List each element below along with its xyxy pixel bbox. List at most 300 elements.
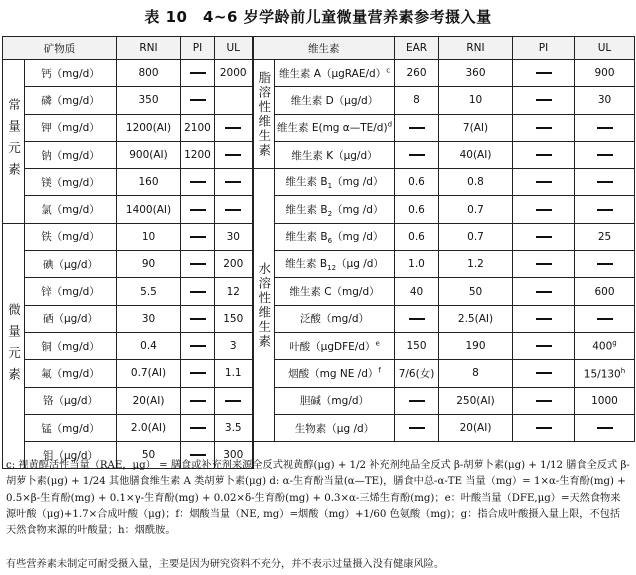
vitamin-ear-text: 260 [406,67,427,80]
mineral-name [25,278,117,305]
mineral-name [25,414,117,441]
vitamin-name [275,141,395,168]
table-title: 表 10 4~6 岁学龄前儿童微量营养素参考摄入量 [144,8,492,26]
vitamin-ear [395,223,439,250]
dash-mark [597,154,613,156]
table-row [3,387,635,414]
table-row [3,278,635,305]
vitamin-name-text: 维生素 D（μg/d） [290,94,379,107]
mineral-name-text: 钙（mg/d） [41,67,100,80]
vitamin-pi [513,360,575,387]
vitamin-ul [575,114,635,141]
dash-mark [225,400,241,402]
vitamin-name [275,278,395,305]
mineral-rni [117,251,181,278]
vitamin-rni [439,114,513,141]
dash-mark [190,345,206,347]
dash-mark [409,318,425,320]
vitamin-ear [395,332,439,359]
mineral-name [25,223,117,250]
vitamin-name-text: 维生素 B [285,203,328,216]
dash-mark [190,427,206,429]
vitamin-ear-text: 1.0 [408,258,425,271]
header-rni: RNI [117,37,181,60]
vitamin-rni-text: 0.7 [467,230,484,243]
vitamin-ul-text: 600 [594,285,615,298]
mineral-ul-text: 1.1 [224,367,242,380]
table-wrapper [2,36,634,469]
ul-footnote-mark: g [612,339,617,348]
mineral-rni-text: 1400(AI) [125,203,172,216]
mineral-pi-text: 2100 [184,121,211,134]
mineral-rni [117,114,181,141]
dash-mark [536,72,552,74]
table-row [3,305,635,332]
dash-mark [597,318,613,320]
vitamin-ul [575,414,635,441]
mineral-name-text: 锌（mg/d） [41,286,100,299]
mineral-ul [215,414,253,441]
mineral-rni [117,332,181,359]
dash-mark [409,154,425,156]
dash-mark [190,99,206,101]
mineral-name-text: 钾（mg/d） [41,122,100,135]
vitamin-subscript: 2 [327,209,333,218]
mineral-ul-text: 12 [226,285,240,298]
vitamin-rni [439,360,513,387]
vitamin-name [275,414,395,441]
vitamin-name-text: 维生素 A（μgRAE/d） [278,67,387,80]
vitamin-name [275,60,395,87]
vitamin-rni-text: 190 [465,340,486,353]
table-row [3,196,635,223]
vitamin-ear [395,414,439,441]
table-row [3,114,635,141]
vitamin-pi [513,196,575,223]
mineral-name [25,360,117,387]
mineral-name-text: 铜（mg/d） [41,340,100,353]
mineral-rni-text: 2.0(AI) [130,422,167,434]
dash-mark [225,127,241,129]
vitamin-unit: （mg /d） [332,203,384,216]
vitamin-footnote-mark: d [387,120,393,129]
table-row [3,223,635,250]
mineral-pi [181,141,215,168]
header-ear: EAR [395,37,439,60]
mineral-rni [117,305,181,332]
table-row [3,60,635,87]
mineral-rni-text: 10 [141,230,156,243]
vitamin-ear [395,114,439,141]
vitamin-footnote-mark: e [375,339,380,348]
vitamin-name [275,114,395,141]
vitamin-pi [513,278,575,305]
dash-mark [409,127,425,129]
dash-mark [536,372,552,374]
dash-mark [597,209,613,211]
dash-mark [536,154,552,156]
mineral-ul [215,332,253,359]
header-pi2: PI [513,37,575,60]
mineral-rni-text: 0.4 [140,340,157,353]
mineral-name [25,60,117,87]
mineral-name-text: 氯（mg/d） [41,204,100,217]
vitamin-rni-text: 0.8 [467,176,484,189]
vitamin-rni [439,332,513,359]
mineral-name-text: 硒（μg/d） [42,313,99,326]
vitamin-subscript: 6 [327,236,333,245]
vitamin-ul [575,60,635,87]
nutrient-table [2,36,635,469]
vitamin-pi [513,332,575,359]
vitamin-name-text: 生物素（μg /d） [294,422,375,435]
vitamin-ear [395,305,439,332]
vitamin-name-text: 维生素 E(mg α—TE/d) [277,122,388,135]
mineral-name [25,305,117,332]
mineral-name-text: 氟（mg/d） [41,367,100,380]
mineral-name-text: 钼（μg/d） [42,449,99,462]
vitamin-name [275,169,395,196]
header-vitamin: 维生素 [253,37,395,60]
vitamin-pi [513,141,575,168]
dash-mark [536,263,552,265]
vitamin-name [275,387,395,414]
dash-mark [536,345,552,347]
vitamin-ul [575,387,635,414]
mineral-ul [215,60,253,87]
mineral-pi [181,305,215,332]
vitamin-ear [395,60,439,87]
vitamin-rni [439,196,513,223]
mineral-name [25,332,117,359]
vitamin-rni-text: 1.2 [467,258,484,271]
mineral-name [25,387,117,414]
mineral-name [25,169,117,196]
mineral-name [25,114,117,141]
vitamin-rni-text: 360 [465,67,486,80]
vitamin-name [275,251,395,278]
vitamin-rni [439,223,513,250]
vitamin-name-text: 烟酸（mg NE /d） [288,367,379,380]
mineral-name-text: 铁（mg/d） [41,231,100,244]
group-macro: 常量元素 [3,60,25,224]
mineral-ul [215,87,253,114]
vitamin-rni-text: 0.7 [467,203,484,216]
mineral-ul-text: 300 [223,449,244,462]
mineral-ul-text: 2000 [219,67,247,80]
dash-mark [190,181,206,183]
vitamin-name-text: 维生素 C（mg/d） [289,286,380,299]
mineral-ul [215,196,253,223]
vitamin-subscript: 1 [327,182,333,191]
vitamin-pi [513,114,575,141]
mineral-name-text: 钠（mg/d） [41,149,100,162]
mineral-rni [117,387,181,414]
vitamin-rni [439,87,513,114]
mineral-name [25,196,117,223]
vitamin-pi [513,223,575,250]
header-rni2: RNI [439,37,513,60]
vitamin-unit: （mg /d） [332,176,384,189]
dash-mark [225,181,241,183]
vitamin-rni [439,278,513,305]
dash-mark [190,372,206,374]
ul-footnote-mark: h [620,366,626,375]
mineral-name [25,141,117,168]
dash-mark [536,291,552,293]
vitamin-name-text: 维生素 B [285,258,328,271]
mineral-pi [181,60,215,87]
mineral-rni-text: 350 [138,94,159,107]
dash-mark [597,181,613,183]
vitamin-ul-text: 400 [592,340,613,353]
mineral-ul [215,387,253,414]
vitamin-name-text: 维生素 B [285,230,328,243]
dash-mark [597,127,613,129]
vitamin-ul [575,169,635,196]
dash-mark [536,400,552,402]
mineral-pi [181,387,215,414]
vitamin-ear-text: 8 [413,94,420,107]
mineral-name-text: 镁（mg/d） [41,176,100,189]
vitamin-pi [513,305,575,332]
mineral-rni [117,60,181,87]
mineral-rni-text: 1200(AI) [125,121,172,134]
vitamin-rni-text: 40(AI) [459,149,492,162]
mineral-rni-text: 900(AI) [129,149,168,162]
vitamin-ear [395,141,439,168]
vitamin-rni-text: 2.5(AI) [457,312,494,325]
mineral-ul [215,141,253,168]
mineral-rni-text: 50 [141,449,156,462]
mineral-pi [181,332,215,359]
table-row [3,169,635,196]
vitamin-ul [575,223,635,250]
vitamin-ul [575,251,635,278]
dash-mark [190,209,206,211]
vitamin-rni [439,169,513,196]
vitamin-rni [439,414,513,441]
mineral-rni-text: 800 [138,67,159,80]
group-water-soluble: 水溶性维生素 [253,169,275,442]
mineral-name [25,251,117,278]
vitamin-ul-text: 25 [597,230,612,243]
mineral-pi [181,223,215,250]
vitamin-ear [395,87,439,114]
dash-mark [225,209,241,211]
vitamin-pi [513,87,575,114]
mineral-pi-text: 1200 [184,149,211,162]
mineral-rni [117,141,181,168]
mineral-pi [181,87,215,114]
vitamin-rni [439,305,513,332]
vitamin-ul [575,305,635,332]
table-row [3,141,635,168]
header-pi: PI [181,37,215,60]
footnote-text: c: 视黄醇活性当量（RAE，μg） = 膳食或补充剂来源全反式视黄醇(μg) + 1/2 补充剂纯品全反式 β-胡萝卜素(μg) + 1/12 膳食全反式 β-胡萝卜素(μg) + 1/24 其他膳食维生素 A 类胡萝卜素(μg) d: α-生育酚当量(α—TE)，膳食中总-α-TE 当量（mg）= 1×α-生育酚(mg) + 0.5×β-生育酚(mg) + 0.1×γ-生育酚(mg) + 0.02×δ-生育酚(mg) + 0.3×α-三烯生育酚(mg)；e：叶酸当量（DFE,μg）=天然食物来源叶酸（μg)+1.7×合成叶酸（μg)；f：烟酸当量（NE, mg）=烟酸（mg）+1/60 色氨酸（mg)；g：指合成叶酸摄入量上限，不包括天然食物来源的叶酸量；h：烟酰胺。 [6,460,630,537]
vitamin-name-text: 泛酸（mg/d） [299,313,370,326]
vitamin-ul [575,87,635,114]
mineral-ul [215,169,253,196]
vitamin-pi [513,414,575,441]
table-row [3,414,635,441]
mineral-name-text: 磷（mg/d） [41,94,100,107]
vitamin-ear [395,251,439,278]
dash-mark [190,291,206,293]
mineral-rni-text: 5.5 [140,285,157,298]
vitamin-rni [439,60,513,87]
mineral-pi [181,414,215,441]
vitamin-ear-text: 7/6(女) [398,367,435,380]
table-row [3,360,635,387]
vitamin-rni [439,251,513,278]
vitamin-name-text: 维生素 K（μg/d） [291,149,378,162]
vitamin-ul-text: 30 [597,94,612,107]
vitamin-rni [439,141,513,168]
mineral-ul-text: 200 [223,258,244,271]
mineral-rni-text: 20(AI) [132,394,165,407]
mineral-pi [181,196,215,223]
vitamin-ul [575,332,635,359]
mineral-ul-text: 30 [226,230,240,243]
footer-note: 有些营养素未制定可耐受摄入量，主要是因为研究资料不充分，并不表示过量摄入没有健康风险。 [6,559,445,570]
vitamin-ul-text: 1000 [591,394,618,407]
mineral-ul [215,114,253,141]
vitamin-ul-text: 15/130 [583,368,621,381]
vitamin-rni-text: 20(AI) [459,422,492,434]
vitamin-ear-text: 0.6 [408,176,425,189]
mineral-ul [215,305,253,332]
table-row [3,332,635,359]
mineral-name-text: 碘（μg/d） [42,258,99,271]
dash-mark [190,318,206,320]
mineral-ul [215,223,253,250]
mineral-pi [181,278,215,305]
dash-mark [409,400,425,402]
mineral-ul [215,251,253,278]
dash-mark [225,154,241,156]
vitamin-name [275,223,395,250]
mineral-name-text: 锰（mg/d） [41,422,100,435]
vitamin-unit: （mg /d） [332,230,384,243]
dash-mark [536,318,552,320]
vitamin-name [275,305,395,332]
vitamin-name [275,332,395,359]
mineral-rni [117,87,181,114]
dash-mark [190,72,206,74]
group-trace: 微量元素 [3,223,25,469]
mineral-ul-text: 3 [229,340,237,353]
vitamin-rni-text: 7(AI) [462,121,489,134]
vitamin-pi [513,251,575,278]
dash-mark [597,263,613,265]
vitamin-ear [395,169,439,196]
table-row [3,87,635,114]
vitamin-ul [575,196,635,223]
mineral-rni-text: 30 [141,312,156,325]
mineral-rni [117,169,181,196]
table-row [3,251,635,278]
mineral-pi [181,360,215,387]
vitamin-rni-text: 10 [468,94,483,107]
mineral-pi [181,114,215,141]
vitamin-subscript: 12 [327,264,337,273]
dash-mark [190,400,206,402]
dash-mark [190,236,206,238]
mineral-name [25,87,117,114]
mineral-ul [215,278,253,305]
vitamin-rni-text: 250(AI) [456,394,495,407]
group-fat-soluble: 脂溶性维生素 [253,60,275,169]
dash-mark [190,263,206,265]
mineral-rni-text: 160 [138,176,159,189]
header-ul: UL [215,37,253,60]
footnotes [6,458,630,539]
vitamin-ul-text: 900 [594,67,615,80]
vitamin-name-text: 维生素 B [285,176,328,189]
vitamin-ear [395,360,439,387]
dash-mark [536,127,552,129]
dash-mark [536,99,552,101]
dash-mark [536,209,552,211]
vitamin-ul [575,141,635,168]
mineral-ul-text: 150 [223,312,244,325]
mineral-rni [117,223,181,250]
mineral-pi [181,169,215,196]
mineral-ul-text: 3.5 [224,422,242,434]
vitamin-footnote-mark: f [378,366,381,375]
dash-mark [536,427,552,429]
mineral-pi [181,251,215,278]
dash-mark [190,454,206,456]
vitamin-rni-text: 50 [468,285,483,298]
dash-mark [597,427,613,429]
mineral-rni [117,278,181,305]
vitamin-ear-text: 40 [409,285,424,298]
header-mineral: 矿物质 [3,37,117,60]
table-body [3,60,635,469]
mineral-rni [117,414,181,441]
vitamin-footnote-mark: c [386,66,391,75]
mineral-ul [215,360,253,387]
vitamin-rni-text: 8 [472,367,479,380]
vitamin-ul [575,360,635,387]
vitamin-name [275,196,395,223]
mineral-rni [117,360,181,387]
mineral-rni-text: 0.7(AI) [130,367,167,380]
vitamin-ear [395,387,439,414]
vitamin-ul [575,278,635,305]
vitamin-ear-text: 0.6 [408,203,425,216]
mineral-rni [117,196,181,223]
dash-mark [409,427,425,429]
vitamin-ear-text: 0.6 [408,230,425,243]
vitamin-name [275,87,395,114]
vitamin-ear [395,196,439,223]
header-ul2: UL [575,37,635,60]
vitamin-ear-text: 150 [406,340,427,353]
vitamin-pi [513,169,575,196]
vitamin-pi [513,387,575,414]
mineral-name-text: 铬（μg/d） [42,395,99,408]
vitamin-ear [395,278,439,305]
vitamin-name-text: 叶酸（μgDFE/d） [289,340,376,353]
vitamin-pi [513,60,575,87]
mineral-rni-text: 90 [141,258,156,271]
dash-mark [536,236,552,238]
dash-mark [536,181,552,183]
vitamin-name [275,360,395,387]
